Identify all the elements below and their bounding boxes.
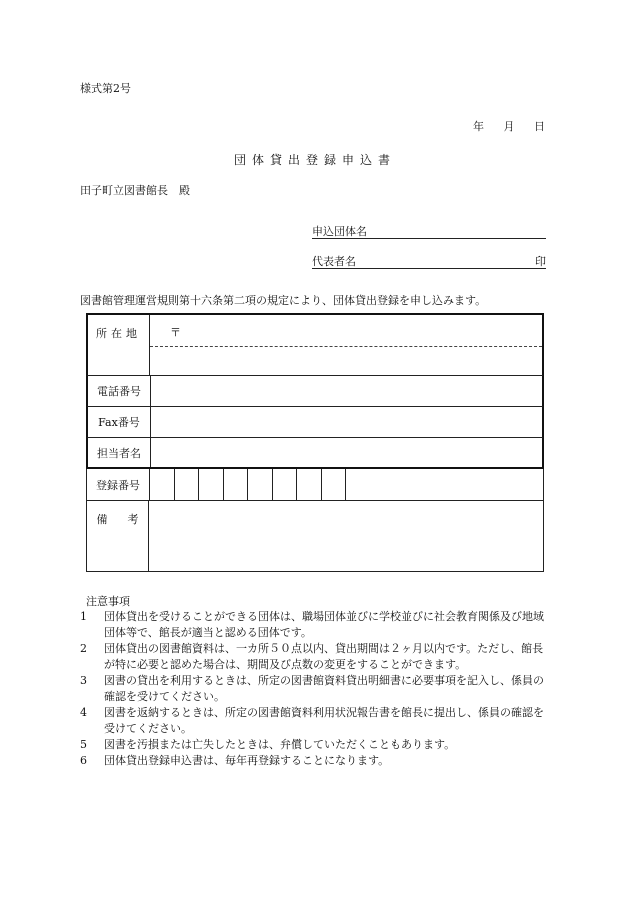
notes-heading: 注意事項 <box>86 595 130 608</box>
note-text: 団体貸出の図書館資料は、一カ所５０点以内、貸出期間は２ヶ月以内です。ただし、館長が特に必要と認めた場合は、期間及び点数の変更をすることができます。 <box>104 642 544 671</box>
note-text: 図書を返納するときは、所定の図書館資料利用状況報告書を館長に提出し、係員の確認を受けてください。 <box>104 706 544 735</box>
note-text: 図書の貸出を利用するときは、所定の図書館資料貸出明細書に必要事項を記入し、係員の確認を受けてください。 <box>104 674 544 703</box>
registration-digit-box[interactable] <box>322 469 347 500</box>
page-title: 団体貸出登録申込書 <box>233 153 396 167</box>
note-number: 4 <box>80 706 87 719</box>
intro-text: 図書館管理運営規則第十六条第二項の規定により、団体貸出登録を申し込みます。 <box>80 294 487 307</box>
addressee: 田子町立図書館長 殿 <box>80 184 190 197</box>
date-day: 日 <box>534 120 545 133</box>
note-text: 図書を汚損または亡失したときは、弁償していただくこともあります。 <box>104 738 456 751</box>
note-item <box>80 609 550 641</box>
registration-field[interactable] <box>150 469 543 500</box>
note-text: 団体貸出を受けることができる団体は、職場団体並びに学校並びに社会教育関係及び地域団体等で、館長が適当と認める団体です。 <box>104 610 544 639</box>
form-number: 様式第2号 <box>80 82 131 95</box>
contact-row <box>86 438 544 469</box>
remarks-label-text: 備考 <box>96 513 159 526</box>
phone-field[interactable] <box>151 376 542 406</box>
phone-label: 電話番号 <box>88 376 151 406</box>
address-row <box>86 313 544 376</box>
note-number: 5 <box>80 738 87 751</box>
registration-label: 登録番号 <box>87 469 150 500</box>
contact-label: 担当者名 <box>88 438 151 467</box>
fax-row <box>86 407 544 438</box>
seal-mark: 印 <box>535 255 546 268</box>
registration-digit-box[interactable] <box>199 469 224 500</box>
representative-label: 代表者名 <box>312 255 356 268</box>
note-item <box>80 705 550 737</box>
note-item <box>80 641 550 673</box>
note-item <box>80 673 550 705</box>
postal-mark: 〒 <box>170 326 181 339</box>
registration-digit-box[interactable] <box>150 469 175 500</box>
contact-field[interactable] <box>151 438 542 467</box>
fax-field[interactable] <box>151 407 542 437</box>
remarks-field[interactable] <box>149 501 543 571</box>
representative-field[interactable] <box>312 253 546 269</box>
registration-digit-box[interactable] <box>297 469 322 500</box>
note-number: 1 <box>80 610 87 623</box>
remarks-row <box>86 501 544 572</box>
registration-digit-box[interactable] <box>175 469 200 500</box>
remarks-label <box>87 501 159 571</box>
applicant-org-label: 申込団体名 <box>312 225 367 238</box>
note-text: 団体貸出登録申込書は、毎年再登録することになります。 <box>104 754 390 767</box>
date-line <box>457 118 545 134</box>
phone-row <box>86 376 544 407</box>
date-year: 年 <box>473 120 484 133</box>
note-item <box>80 753 550 769</box>
note-number: 6 <box>80 754 87 767</box>
registration-digit-box[interactable] <box>224 469 249 500</box>
notes-list <box>80 609 550 769</box>
registration-digit-box[interactable] <box>273 469 298 500</box>
note-number: 2 <box>80 642 87 655</box>
address-label: 所在地 <box>88 315 150 375</box>
applicant-org-field[interactable] <box>312 223 546 239</box>
note-item <box>80 737 550 753</box>
address-divider <box>150 346 542 347</box>
fax-label: Fax番号 <box>88 407 151 437</box>
date-month: 月 <box>503 120 515 133</box>
registration-digit-box[interactable] <box>248 469 273 500</box>
registration-row <box>86 469 544 501</box>
note-number: 3 <box>80 674 87 687</box>
registration-table <box>86 313 544 572</box>
address-field[interactable] <box>150 315 542 375</box>
